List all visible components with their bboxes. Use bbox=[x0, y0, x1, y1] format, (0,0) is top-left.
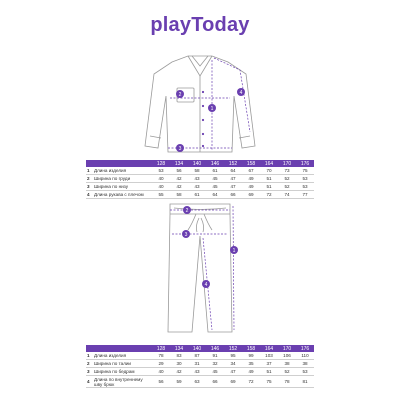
table-row: 1 Длина изделия 78 83 87 91 95 99 103 106 110 bbox=[86, 352, 314, 360]
svg-text:3: 3 bbox=[184, 231, 188, 238]
brand-logo bbox=[0, 14, 400, 37]
table-row: 3 Ширина по бедрам 40 42 43 45 47 49 51 52 53 bbox=[86, 368, 314, 376]
shirt-illustration bbox=[0, 52, 400, 158]
table-row: 2 Ширина по талии 29 30 31 32 34 35 37 38 38 bbox=[86, 360, 314, 368]
size-158: 158 bbox=[242, 345, 260, 352]
table-row: 1 Длина изделия 53 56 58 61 64 67 70 73 75 bbox=[86, 167, 314, 175]
size-140: 140 bbox=[188, 160, 206, 167]
svg-text:1: 1 bbox=[232, 247, 236, 254]
size-152: 152 bbox=[224, 345, 242, 352]
pants-marker-4 bbox=[202, 280, 210, 288]
table-row: 2 Ширина по груди 40 42 43 45 47 49 51 52 53 bbox=[86, 175, 314, 183]
shirt-size-table bbox=[86, 160, 314, 199]
brand-logo-text: playToday bbox=[150, 14, 250, 36]
pants-size-table bbox=[86, 345, 314, 388]
shirt-marker-2 bbox=[176, 90, 184, 98]
pants-marker-2 bbox=[183, 206, 191, 214]
size-176: 176 bbox=[296, 345, 314, 352]
shirt-size-header bbox=[86, 160, 314, 167]
pants-marker-1 bbox=[230, 246, 238, 254]
pants-size-header bbox=[86, 345, 314, 352]
size-128: 128 bbox=[152, 345, 170, 352]
shirt-marker-3 bbox=[176, 144, 184, 152]
size-128: 128 bbox=[152, 160, 170, 167]
svg-text:3: 3 bbox=[178, 145, 182, 152]
table-row: 3 Ширина по низу 40 42 43 45 47 49 51 52 53 bbox=[86, 183, 314, 191]
size-146: 146 bbox=[206, 160, 224, 167]
pants-marker-3 bbox=[182, 230, 190, 238]
svg-text:4: 4 bbox=[204, 281, 208, 288]
size-164: 164 bbox=[260, 345, 278, 352]
table-row: 4 Длина рукава с плечом 55 58 61 64 66 69 72 74 77 bbox=[86, 191, 314, 199]
pants-illustration bbox=[0, 196, 400, 342]
shirt-marker-4 bbox=[237, 88, 245, 96]
size-134: 134 bbox=[170, 160, 188, 167]
size-146: 146 bbox=[206, 345, 224, 352]
table-row: 4 Длина по внутреннему шву брюк 56 59 63 66 69 72 75 78 81 bbox=[86, 376, 314, 388]
size-170: 170 bbox=[278, 345, 296, 352]
size-164: 164 bbox=[260, 160, 278, 167]
svg-text:4: 4 bbox=[239, 89, 243, 96]
size-170: 170 bbox=[278, 160, 296, 167]
svg-text:1: 1 bbox=[210, 105, 214, 112]
size-152: 152 bbox=[224, 160, 242, 167]
svg-text:2: 2 bbox=[178, 91, 182, 98]
size-134: 134 bbox=[170, 345, 188, 352]
size-176: 176 bbox=[296, 160, 314, 167]
size-158: 158 bbox=[242, 160, 260, 167]
shirt-marker-1 bbox=[208, 104, 216, 112]
size-140: 140 bbox=[188, 345, 206, 352]
svg-text:2: 2 bbox=[185, 207, 189, 214]
